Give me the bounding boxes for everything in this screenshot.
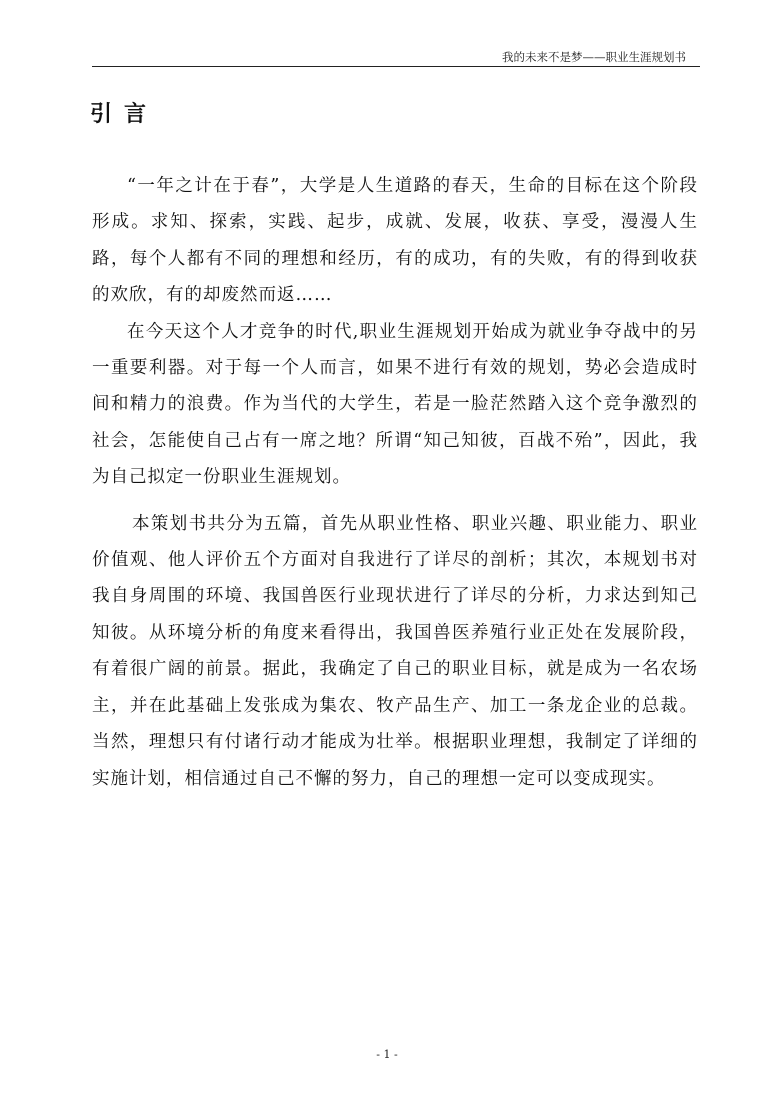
page-header (92, 50, 700, 67)
page-number: - 1 - (376, 1048, 398, 1061)
body-text (92, 168, 698, 797)
paragraph-plan-overview: 本策划书共分为五篇，首先从职业性格、职业兴趣、职业能力、职业价值观、他人评价五个方面对自我进行了详尽的剖析；其次，本规划书对我自身周围的环境、我国兽医行业现状进行了详尽的分析，力求达到知己知彼。从环境分析的角度来看得出，我国兽医养殖行业正处在发展阶段，有着很广阔的前景。据此，我确定了自己的职业目标，就是成为一名农场主，并在此基础上发张成为集农、牧产品生产、加工一条龙企业的总裁。当然，理想只有付诸行动才能成为壮举。根据职业理想，我制定了详细的实施计划，相信通过自己不懈的努力，自己的理想一定可以变成现实。 (92, 513, 698, 789)
section-title: 引言 (90, 102, 159, 127)
paragraph-intro: “一年之计在于春”，大学是人生道路的春天，生命的目标在这个阶段形成。求知、探索，实践、起步，成就、发展，收获、享受，漫漫人生路，每个人都有不同的理想和经历，有的成功，有的失败，有的得到收获的欢欣，有的却废然而返…… (92, 176, 698, 306)
header-title: 我的未来不是梦——职业生涯规划书 (502, 50, 686, 64)
paragraph-career-planning: 在今天这个人才竞争的时代,职业生涯规划开始成为就业争夺战中的另一重要利器。对于每一个人而言，如果不进行有效的规划，势必会造成时间和精力的浪费。作为当代的大学生，若是一脸茫然踏入这个竞争激烈的社会，怎能使自己占有一席之地？所谓“知己知彼，百战不殆”，因此，我为自己拟定一份职业生涯规划。 (92, 321, 698, 488)
